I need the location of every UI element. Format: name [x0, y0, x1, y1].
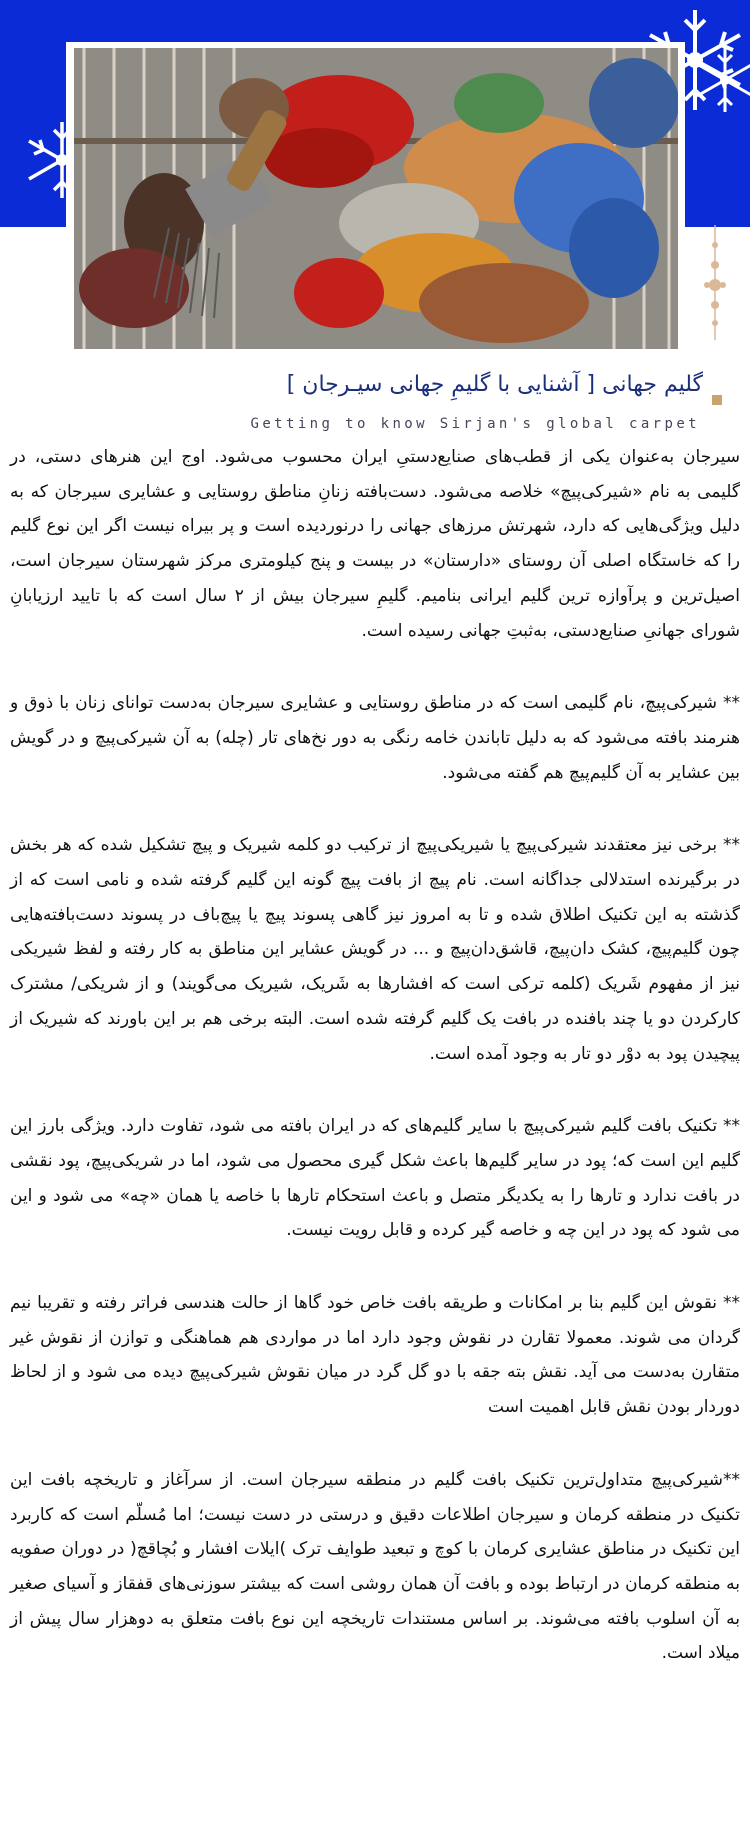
- kilim-yarn-photo: [74, 48, 678, 349]
- page-title: گلیم جهانی [ آشنایی با گلیمِ جهانی سیـرجان ]: [286, 372, 703, 397]
- decorative-vertical-ornament-icon: [700, 225, 730, 340]
- title-accent-square: [712, 395, 722, 405]
- paragraph: ** تکنیک بافت گلیم شیرکی‌پیچ با سایر گلیم‌های که در ایران بافته می شود، تفاوت دارد. ویژگی بارز این گلیم این است که؛ پود در سایر گلیم‌ها باعث شکل گیری محصول می شود، اما در شریکی‌پیچ، پود نقشی در بافت ندارد و تارها را به یکدیگر متصل و باعث استحکام تارها با خاصه یا همان «چه» می شود و این می شود که پود در این چه و خاصه گیر کرده و قابل رویت نیست.: [10, 1116, 740, 1241]
- article-body: [10, 440, 740, 1709]
- paragraph: سیرجان به‌عنوان یکی از قطب‌های صنایع‌دستیِ ایران محسوب می‌شود. اوج این هنرهای دستی، در گلیمی به نام «شیرکی‌پیچ» خلاصه می‌شود. دست‌بافته زنانِ مناطق روستایی و عشایری سیرجان که به دلیل ویژگی‌هایی که دارد، شهرتش مرزهای جهانی را درنوردیده است و پر بیراه نیست اگر این نوع گلیم را که خاستگاه اصلی آن روستای «دارستان» در بیست و پنج کیلومتری مرکز شهرستان سیرجان است، اصیل‌ترین و پرآوازه ترین گلیم ایرانی بنامیم. گلیمِ سیرجان بیش از ۲ سال است که با تایید ارزیابانِ شورای جهانیِ صنایع‌دستی، به‌ثبتِ جهانی رسیده است.: [10, 447, 741, 641]
- page-subtitle: Getting to know Sirjan's global carpet: [250, 416, 700, 432]
- snowflake-ornament-icon: [690, 40, 750, 120]
- paragraph: **شیرکی‌پیچ متداول‌ترین تکنیک بافت گلیم در منطقه سیرجان است. از سرآغاز و تاریخچه بافت این تکنیک در منطقه کرمان و سیرجان اطلاعات دقیق و درستی در دست نیست؛ اما مُسلّم است که کاربرد این تکنیک در مناطق عشایری کرمان با کوچ و تبعید طوایف ترک )ایلات افشار و بُچاقچ( در دوران صفویه به منطقه کرمان در ارتباط بوده و بافت آن همان روشی است که بیشتر سوزنی‌های قفقاز و آسیای صغیر به آن اسلوب بافته می‌شوند. بر اساس مستندات تاریخچه این نوع بافت متعلق به دوهزار سال پیش از میلاد است.: [10, 1469, 740, 1664]
- paragraph: ** شیرکی‌پیچ، نام گلیمی است که در مناطق روستایی و عشایری سیرجان به‌دست توانای زنان با ذوق و هنرمند بافته می‌شود که به دلیل تاباندن خامه رنگی به دور نخ‌های تار (چله) به آن شیرکی‌پیچ و در گویش بین عشایر به آن گلیم‌پیچ هم گفته می‌شود.: [10, 693, 740, 783]
- paragraph: ** برخی نیز معتقدند شیرکی‌پیچ یا شیریکی‌پیچ از ترکیب دو کلمه شیریک و پیچ تشکیل شده که هر بخش در برگیرنده استدلالی جداگانه است. نام پیچ از بافت پیچ گونه این گلیم گرفته شده و نامی است که از گذشته به این تکنیک اطلاق شده و تا به امروز نیز گاهی پسوند پیچ یا پیچ‌باف در پسوند دست‌بافته‌هایی چون گلیم‌پیچ، کشک دان‌پیچ، قاشق‌دان‌پیچ و ... در گویش عشایر این مناطق به کار رفته و لفظ شیریکی نیز از مفهوم شَریک (کلمه ترکی است که افشارها به شَریک، شیریک می‌گویند) و از شریکی/ مشترک کارکردن دو یا چند بافنده در بافت یک گلیم گرفته شده است. البته برخی هم بر این باورند که شیریک از پیچیدن پود به دوْر دو تار به وجود آمده است.: [10, 835, 740, 1064]
- paragraph: ** نقوش این گلیم بنا بر امکانات و طریقه بافت خاص خود گاها از حالت هندسی فراتر رفته و تقریبا نیم گردان می شوند. معمولا تقارن در نقوش وجود دارد اما در مواردی هم هماهنگی و توازن از نقوش غیر متقارن به‌دست می آید. نقش بته جقه با دو گل گرد در میان نقوش شیرکی‌پیچ دیده می شود و از لحاظ دوردار بودن نقش قابل اهمیت است: [10, 1293, 740, 1418]
